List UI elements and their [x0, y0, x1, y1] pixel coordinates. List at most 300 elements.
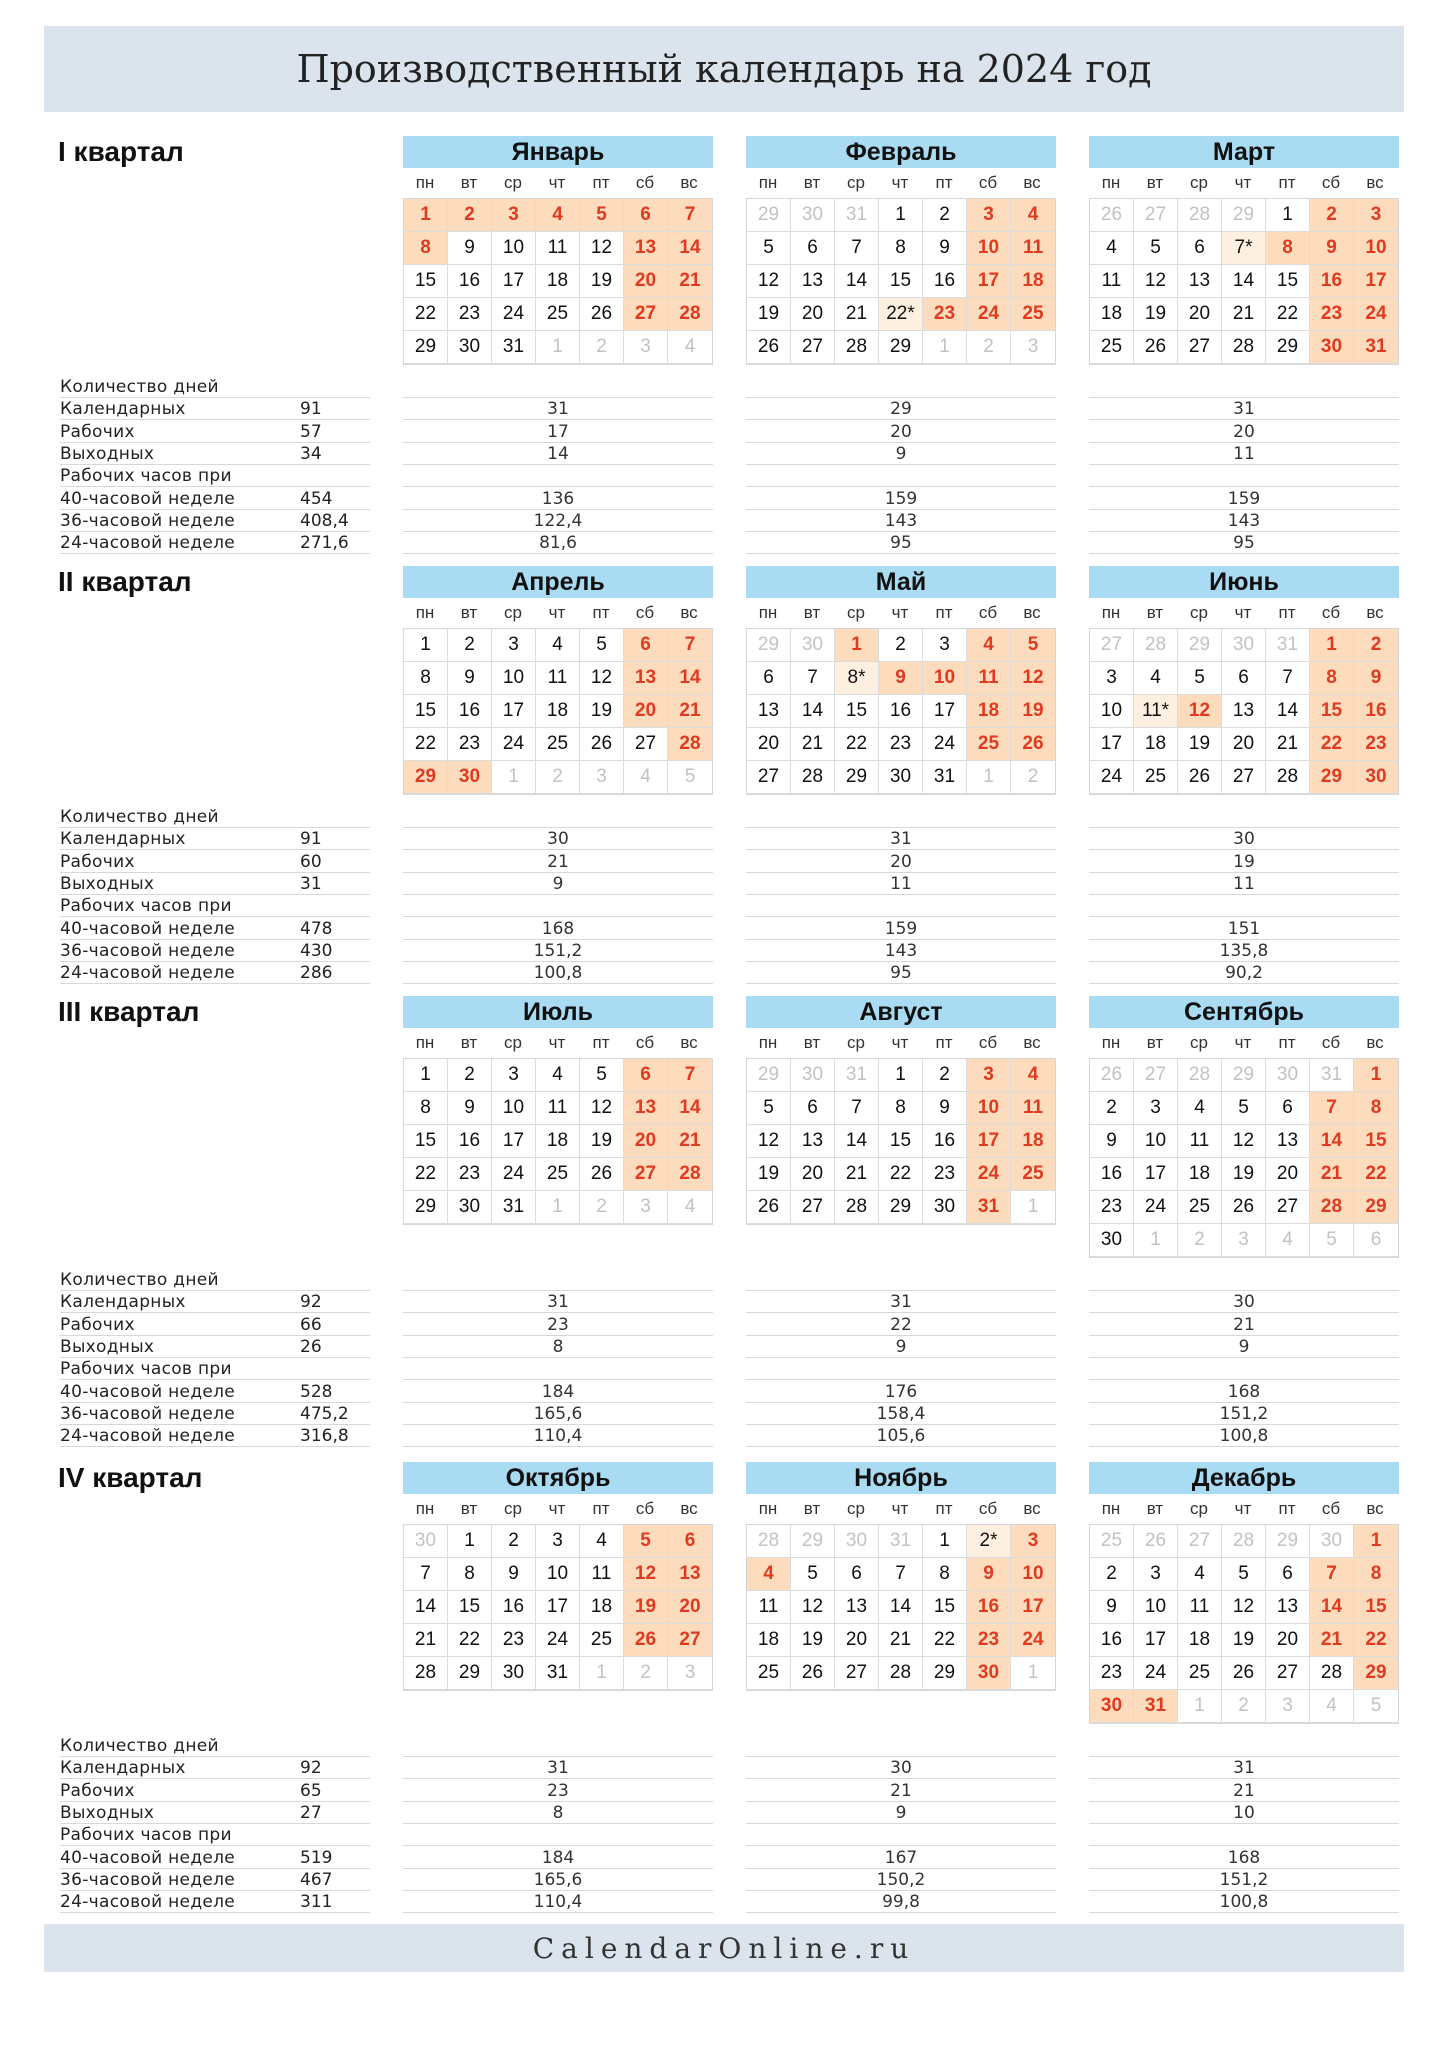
adjacent-month-day-cell: 2: [580, 331, 624, 364]
holiday-day-cell: 17: [1011, 1591, 1055, 1624]
day-cell: 18: [1134, 728, 1178, 761]
month-name: Ноябрь: [746, 1462, 1056, 1494]
day-cell: 12: [1222, 1125, 1266, 1158]
quarter-total-value: 91: [300, 829, 322, 850]
quarter-total-value: 26: [300, 1336, 322, 1357]
adjacent-month-day-cell: 29: [1222, 1059, 1266, 1092]
day-cell: 17: [1134, 1624, 1178, 1657]
adjacent-month-day-cell: 30: [791, 199, 835, 232]
weekday-label: чт: [891, 603, 909, 622]
day-cell: 12: [747, 265, 791, 298]
adjacent-month-day-cell: 2: [580, 1191, 624, 1224]
holiday-day-cell: 21: [668, 265, 712, 298]
day-cell: 22: [923, 1624, 967, 1657]
day-cell: 17: [492, 265, 536, 298]
quarter-title: I квартал: [58, 136, 184, 167]
weekday-label: пн: [758, 173, 778, 192]
adjacent-month-day-cell: 1: [492, 761, 536, 794]
day-cell: 31: [923, 761, 967, 794]
holiday-day-cell: 29: [1310, 761, 1354, 794]
month-stat-value: 8: [403, 1336, 713, 1358]
holiday-day-cell: 28: [668, 728, 712, 761]
adjacent-month-day-cell: 3: [624, 1191, 668, 1224]
stats-label: 36-часовой неделе: [60, 1403, 370, 1425]
weekday-label: пт: [1278, 1499, 1296, 1518]
holiday-day-cell: 21: [668, 1125, 712, 1158]
holiday-day-cell: 10: [967, 232, 1011, 265]
adjacent-month-day-cell: 29: [1178, 629, 1222, 662]
weekday-label: сб: [635, 603, 655, 622]
month-stat-value: 135,8: [1089, 940, 1399, 962]
holiday-day-cell: 24: [967, 1158, 1011, 1191]
month-stat-value: 9: [746, 1802, 1056, 1824]
holiday-day-cell: 24: [1011, 1624, 1055, 1657]
weekday-label: пт: [935, 603, 953, 622]
stats-row: [0, 1381, 1447, 1403]
weekday-header: [1089, 598, 1399, 628]
day-cell: 6: [1222, 662, 1266, 695]
adjacent-month-day-cell: 30: [1266, 1059, 1310, 1092]
holiday-day-cell: 2: [448, 199, 492, 232]
day-cell: 11: [747, 1591, 791, 1624]
holiday-day-cell: 6: [624, 629, 668, 662]
adjacent-month-day-cell: 2: [624, 1657, 668, 1690]
holiday-day-cell: 31: [1134, 1690, 1178, 1723]
quarter-total-value: 528: [300, 1381, 333, 1402]
month-stat-value: [746, 1269, 1056, 1291]
day-cell: 12: [1134, 265, 1178, 298]
holiday-day-cell: 13: [624, 232, 668, 265]
stats-row: [0, 532, 1447, 554]
weekday-label: пн: [758, 603, 778, 622]
day-cell: 30: [879, 761, 923, 794]
weekday-label: пт: [592, 1499, 610, 1518]
day-cell: 13: [1266, 1591, 1310, 1624]
holiday-day-cell: 12: [1011, 662, 1055, 695]
stats-row: [0, 376, 1447, 398]
stats-row: [0, 1425, 1447, 1447]
day-cell: 21: [835, 1158, 879, 1191]
holiday-day-cell: 26: [624, 1624, 668, 1657]
day-cell: 3: [492, 629, 536, 662]
adjacent-month-day-cell: 1: [580, 1657, 624, 1690]
holiday-day-cell: 10: [1011, 1558, 1055, 1591]
month-stat-value: 9: [403, 873, 713, 895]
weekday-label: вт: [460, 603, 478, 622]
month-name: Апрель: [403, 566, 713, 598]
day-cell: 28: [835, 331, 879, 364]
month-name: Июнь: [1089, 566, 1399, 598]
month-stat-value: 11: [1089, 873, 1399, 895]
day-cell: 15: [404, 265, 448, 298]
weekday-label: вт: [1146, 173, 1164, 192]
day-cell: 27: [791, 331, 835, 364]
holiday-day-cell: 21: [1310, 1158, 1354, 1191]
holiday-day-cell: 10: [923, 662, 967, 695]
day-cell: 4: [536, 629, 580, 662]
adjacent-month-day-cell: 2: [1011, 761, 1055, 794]
holiday-day-cell: 29: [1354, 1657, 1398, 1690]
shortened-day-cell: 22*: [879, 298, 923, 331]
stats-row: [0, 465, 1447, 487]
day-cell: 1: [448, 1525, 492, 1558]
adjacent-month-day-cell: 1: [536, 331, 580, 364]
holiday-day-cell: 4: [1011, 199, 1055, 232]
holiday-day-cell: 13: [624, 662, 668, 695]
month-stat-value: 143: [746, 510, 1056, 532]
day-cell: 25: [1178, 1191, 1222, 1224]
month-stat-value: 95: [1089, 532, 1399, 554]
adjacent-month-day-cell: 4: [624, 761, 668, 794]
stats-label: Рабочих: [60, 1314, 370, 1336]
day-cell: 19: [1134, 298, 1178, 331]
holiday-day-cell: 31: [1354, 331, 1398, 364]
holiday-day-cell: 2: [1310, 199, 1354, 232]
day-cell: 21: [1266, 728, 1310, 761]
weekday-label: пн: [415, 1499, 435, 1518]
day-cell: 8: [404, 1092, 448, 1125]
adjacent-month-day-cell: 31: [1266, 629, 1310, 662]
month-stat-value: [403, 1269, 713, 1291]
month-stat-value: 30: [1089, 1291, 1399, 1313]
day-cell: 29: [1266, 331, 1310, 364]
month-name: Июль: [403, 996, 713, 1028]
adjacent-month-day-cell: 28: [1222, 1525, 1266, 1558]
stats-row: [0, 828, 1447, 850]
holiday-day-cell: 18: [1011, 265, 1055, 298]
weekday-label: вс: [1023, 173, 1041, 192]
holiday-day-cell: 7: [1310, 1558, 1354, 1591]
holiday-day-cell: 27: [668, 1624, 712, 1657]
weekday-label: вт: [1146, 603, 1164, 622]
quarter-total-value: 91: [300, 399, 322, 420]
day-cell: 9: [1090, 1591, 1134, 1624]
stats-label: Рабочих: [60, 851, 370, 873]
holiday-day-cell: 4: [747, 1558, 791, 1591]
holiday-day-cell: 3: [492, 199, 536, 232]
day-cell: 27: [624, 728, 668, 761]
month-stat-value: 21: [746, 1780, 1056, 1802]
weekday-label: вт: [803, 173, 821, 192]
stats-row: [0, 1314, 1447, 1336]
day-cell: 30: [923, 1191, 967, 1224]
day-cell: 19: [580, 695, 624, 728]
weekday-label: вс: [1366, 173, 1384, 192]
day-cell: 1: [923, 1525, 967, 1558]
holiday-day-cell: 22: [1310, 728, 1354, 761]
weekday-label: чт: [1234, 603, 1252, 622]
adjacent-month-day-cell: 30: [791, 1059, 835, 1092]
page-title: Производственный календарь на 2024 год: [296, 47, 1152, 91]
holiday-day-cell: 27: [624, 1158, 668, 1191]
day-cell: 21: [879, 1624, 923, 1657]
holiday-day-cell: 8: [1354, 1558, 1398, 1591]
day-cell: 24: [492, 298, 536, 331]
day-cell: 28: [1266, 761, 1310, 794]
month-calendar: [403, 996, 713, 1225]
weekday-label: пт: [1278, 603, 1296, 622]
day-cell: 25: [747, 1657, 791, 1690]
day-cell: 26: [1178, 761, 1222, 794]
month-stat-value: 151: [1089, 918, 1399, 940]
holiday-day-cell: 11: [1011, 232, 1055, 265]
month-stat-value: [1089, 806, 1399, 828]
day-cell: 2: [879, 629, 923, 662]
holiday-day-cell: 1: [1354, 1059, 1398, 1092]
month-stat-value: 150,2: [746, 1869, 1056, 1891]
stats-row: [0, 918, 1447, 940]
adjacent-month-day-cell: 31: [1310, 1059, 1354, 1092]
adjacent-month-day-cell: 5: [1354, 1690, 1398, 1723]
month-stat-value: 31: [403, 398, 713, 420]
holiday-day-cell: 25: [1011, 298, 1055, 331]
weekday-label: вс: [1366, 1033, 1384, 1052]
weekday-label: пн: [758, 1033, 778, 1052]
weekday-label: пт: [592, 173, 610, 192]
day-cell: 2: [492, 1525, 536, 1558]
day-cell: 9: [492, 1558, 536, 1591]
quarter-total-value: 60: [300, 851, 322, 872]
holiday-day-cell: 25: [967, 728, 1011, 761]
day-cell: 6: [1266, 1558, 1310, 1591]
day-cell: 30: [1090, 1224, 1134, 1257]
holiday-day-cell: 7: [1310, 1092, 1354, 1125]
day-cell: 22: [404, 728, 448, 761]
holiday-day-cell: 30: [1090, 1690, 1134, 1723]
adjacent-month-day-cell: 1: [1011, 1191, 1055, 1224]
day-cell: 29: [879, 1191, 923, 1224]
stats-row: [0, 488, 1447, 510]
weekday-label: пн: [415, 603, 435, 622]
day-grid: [746, 628, 1056, 795]
day-cell: 18: [536, 265, 580, 298]
weekday-label: пн: [1101, 1033, 1121, 1052]
day-cell: 6: [1178, 232, 1222, 265]
month-stat-value: 184: [403, 1847, 713, 1869]
weekday-label: сб: [978, 1499, 998, 1518]
day-cell: 20: [791, 298, 835, 331]
day-cell: 31: [492, 331, 536, 364]
stats-label: Календарных: [60, 828, 370, 850]
stats-row: [0, 510, 1447, 532]
holiday-day-cell: 27: [624, 298, 668, 331]
day-cell: 28: [835, 1191, 879, 1224]
month-stat-value: 20: [1089, 421, 1399, 443]
weekday-label: чт: [1234, 1033, 1252, 1052]
month-stat-value: 95: [746, 962, 1056, 984]
weekday-header: [746, 598, 1056, 628]
weekday-label: пн: [758, 1499, 778, 1518]
holiday-day-cell: 22: [1354, 1624, 1398, 1657]
stats-row: [0, 421, 1447, 443]
day-cell: 2: [923, 199, 967, 232]
stats-label: 40-часовой неделе: [60, 1381, 370, 1403]
day-cell: 26: [747, 331, 791, 364]
day-cell: 3: [1090, 662, 1134, 695]
month-stat-value: 159: [746, 918, 1056, 940]
day-cell: 12: [791, 1591, 835, 1624]
holiday-day-cell: 24: [1354, 298, 1398, 331]
month-calendar: [1089, 136, 1399, 365]
quarter-total-value: 92: [300, 1292, 322, 1313]
month-stat-value: 90,2: [1089, 962, 1399, 984]
adjacent-month-day-cell: 4: [1310, 1690, 1354, 1723]
weekday-label: чт: [891, 1499, 909, 1518]
month-stat-value: 122,4: [403, 510, 713, 532]
day-cell: 15: [879, 1125, 923, 1158]
day-cell: 11: [1090, 265, 1134, 298]
day-cell: 11: [1178, 1125, 1222, 1158]
month-stat-value: 176: [746, 1381, 1056, 1403]
month-stat-value: [746, 895, 1056, 917]
holiday-day-cell: 4: [536, 199, 580, 232]
day-cell: 24: [492, 1158, 536, 1191]
weekday-label: сб: [1321, 1033, 1341, 1052]
month-stat-value: 23: [403, 1314, 713, 1336]
day-cell: 9: [448, 232, 492, 265]
holiday-day-cell: 30: [967, 1657, 1011, 1690]
day-cell: 8: [404, 662, 448, 695]
holiday-day-cell: 21: [668, 695, 712, 728]
holiday-day-cell: 21: [1310, 1624, 1354, 1657]
holiday-day-cell: 23: [923, 298, 967, 331]
month-stat-value: 151,2: [1089, 1869, 1399, 1891]
holiday-day-cell: 9: [1354, 662, 1398, 695]
month-name: Сентябрь: [1089, 996, 1399, 1028]
day-grid: [746, 1524, 1056, 1691]
day-cell: 29: [404, 331, 448, 364]
day-cell: 22: [404, 298, 448, 331]
day-cell: 20: [791, 1158, 835, 1191]
month-stat-value: 31: [746, 828, 1056, 850]
day-cell: 24: [923, 728, 967, 761]
day-cell: 23: [879, 728, 923, 761]
day-cell: 18: [747, 1624, 791, 1657]
weekday-header: [403, 1494, 713, 1524]
day-cell: 4: [580, 1525, 624, 1558]
day-cell: 25: [536, 728, 580, 761]
weekday-label: ср: [504, 173, 522, 192]
adjacent-month-day-cell: 5: [668, 761, 712, 794]
stats-row: [0, 1291, 1447, 1313]
day-cell: 15: [404, 1125, 448, 1158]
month-name: Май: [746, 566, 1056, 598]
holiday-day-cell: 4: [1011, 1059, 1055, 1092]
day-cell: 29: [404, 1191, 448, 1224]
day-cell: 15: [879, 265, 923, 298]
day-cell: 12: [747, 1125, 791, 1158]
month-stat-value: 110,4: [403, 1425, 713, 1447]
day-cell: 30: [448, 1191, 492, 1224]
month-stat-value: [403, 806, 713, 828]
holiday-day-cell: 12: [624, 1558, 668, 1591]
holiday-day-cell: 15: [1354, 1591, 1398, 1624]
day-cell: 4: [536, 1059, 580, 1092]
weekday-label: пн: [415, 173, 435, 192]
day-cell: 4: [1134, 662, 1178, 695]
adjacent-month-day-cell: 4: [668, 331, 712, 364]
day-grid: [1089, 198, 1399, 365]
month-stat-value: 158,4: [746, 1403, 1056, 1425]
day-cell: 16: [923, 265, 967, 298]
day-cell: 28: [404, 1657, 448, 1690]
stats-label: 36-часовой неделе: [60, 1869, 370, 1891]
holiday-day-cell: 6: [668, 1525, 712, 1558]
holiday-day-cell: 28: [1310, 1191, 1354, 1224]
adjacent-month-day-cell: 29: [747, 629, 791, 662]
month-stat-value: 20: [746, 851, 1056, 873]
month-stat-value: 11: [746, 873, 1056, 895]
day-cell: 9: [923, 1092, 967, 1125]
stats-row: [0, 1757, 1447, 1779]
day-cell: 14: [791, 695, 835, 728]
day-cell: 19: [1222, 1624, 1266, 1657]
month-calendar: [746, 1462, 1056, 1691]
adjacent-month-day-cell: 3: [1266, 1690, 1310, 1723]
month-stat-value: 184: [403, 1381, 713, 1403]
weekday-label: пт: [592, 603, 610, 622]
holiday-day-cell: 18: [967, 695, 1011, 728]
day-cell: 26: [1134, 331, 1178, 364]
day-cell: 1: [1266, 199, 1310, 232]
adjacent-month-day-cell: 31: [835, 1059, 879, 1092]
month-stat-value: 165,6: [403, 1403, 713, 1425]
day-grid: [746, 198, 1056, 365]
day-cell: 10: [1090, 695, 1134, 728]
day-cell: 7: [791, 662, 835, 695]
month-calendar: [403, 1462, 713, 1691]
holiday-day-cell: 11: [1011, 1092, 1055, 1125]
adjacent-month-day-cell: 5: [1310, 1224, 1354, 1257]
day-cell: 25: [580, 1624, 624, 1657]
month-stat-value: 22: [746, 1314, 1056, 1336]
quarter-total-value: 92: [300, 1758, 322, 1779]
day-cell: 23: [448, 728, 492, 761]
stats-label: Выходных: [60, 1802, 370, 1824]
weekday-header: [403, 1028, 713, 1058]
weekday-label: вс: [1023, 1033, 1041, 1052]
month-name: Январь: [403, 136, 713, 168]
month-stat-value: 9: [746, 1336, 1056, 1358]
holiday-day-cell: 29: [404, 761, 448, 794]
day-cell: 14: [404, 1591, 448, 1624]
day-cell: 2: [923, 1059, 967, 1092]
stats-label: 40-часовой неделе: [60, 918, 370, 940]
month-stat-value: 17: [403, 421, 713, 443]
holiday-day-cell: 10: [967, 1092, 1011, 1125]
month-name: Февраль: [746, 136, 1056, 168]
day-cell: 26: [580, 728, 624, 761]
adjacent-month-day-cell: 1: [536, 1191, 580, 1224]
day-cell: 13: [1178, 265, 1222, 298]
quarter-total-value: 475,2: [300, 1403, 349, 1424]
adjacent-month-day-cell: 28: [1178, 199, 1222, 232]
stats-row: [0, 1269, 1447, 1291]
adjacent-month-day-cell: 2: [1222, 1690, 1266, 1723]
day-cell: 8: [879, 232, 923, 265]
month-name: Октябрь: [403, 1462, 713, 1494]
quarter-total-value: 34: [300, 443, 322, 464]
day-cell: 25: [1090, 331, 1134, 364]
day-grid: [403, 1524, 713, 1691]
month-stat-value: 20: [746, 421, 1056, 443]
day-cell: 27: [1266, 1657, 1310, 1690]
weekday-label: ср: [1190, 603, 1208, 622]
adjacent-month-day-cell: 27: [1134, 1059, 1178, 1092]
stats-row: [0, 1869, 1447, 1891]
month-stat-value: 167: [746, 1847, 1056, 1869]
stats-label: Рабочих часов при: [60, 465, 370, 487]
